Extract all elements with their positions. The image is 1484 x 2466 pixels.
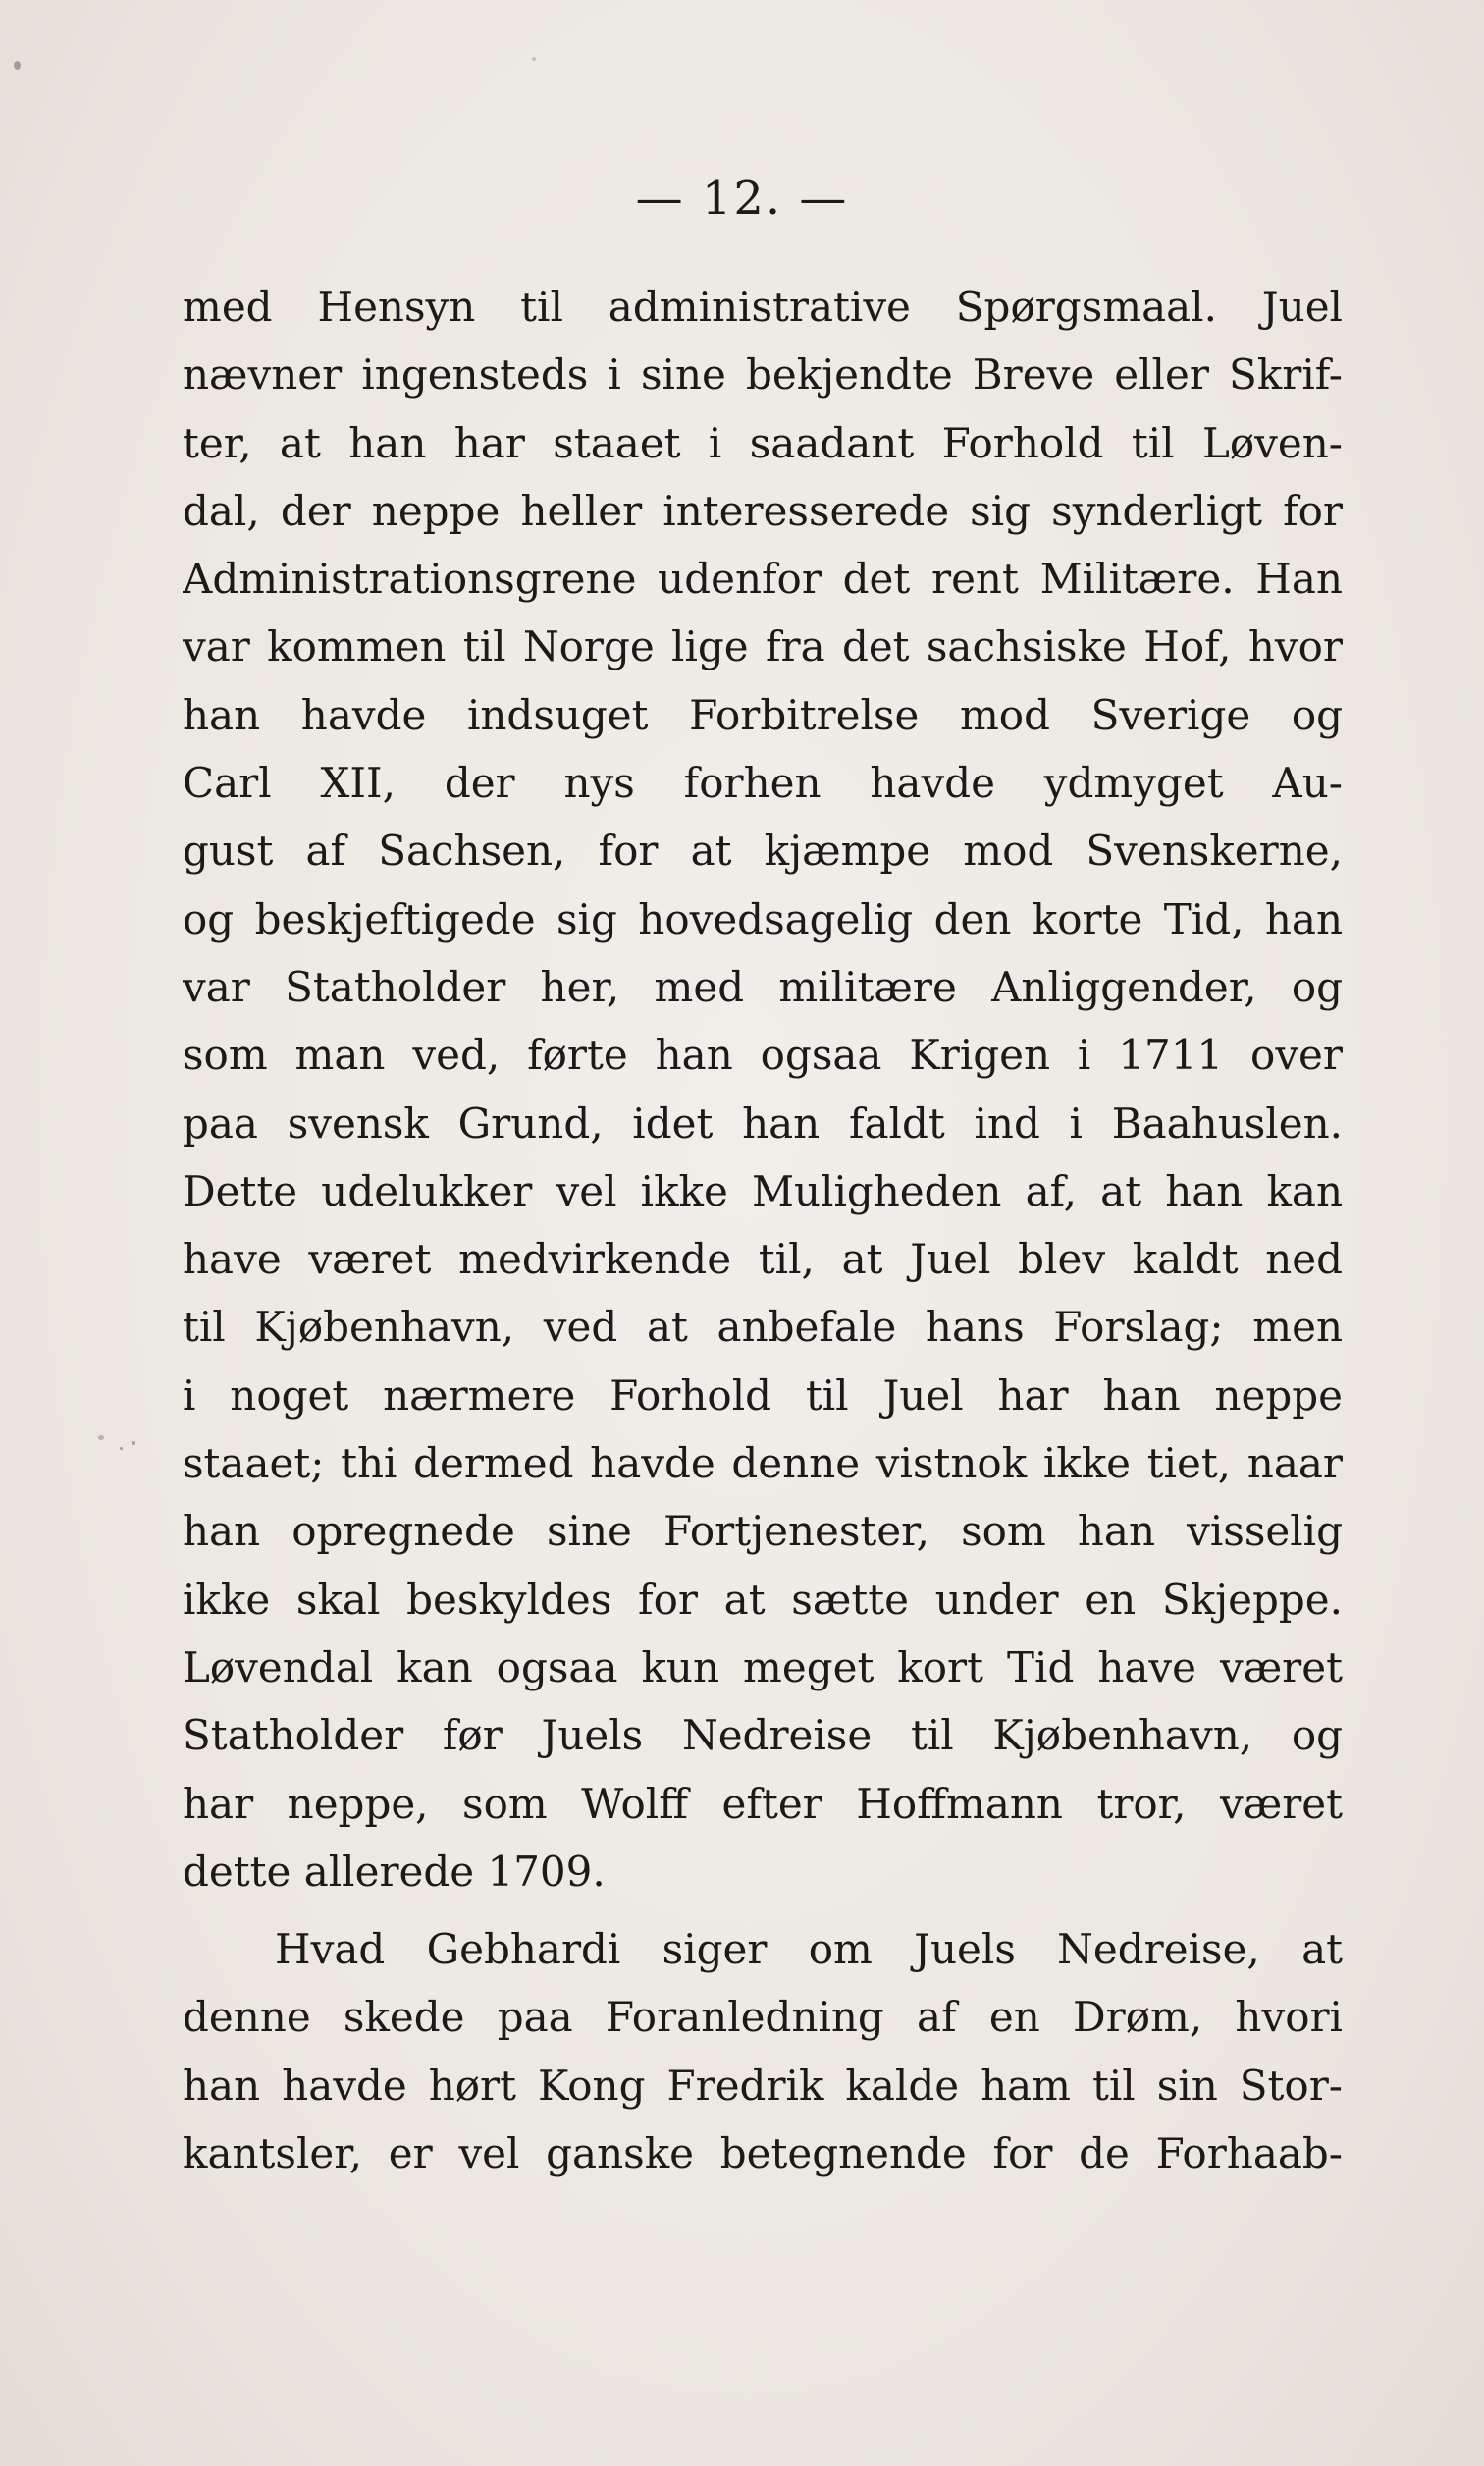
text-line: ikke skal beskyldes for at sætte under en Skjeppe. bbox=[183, 1575, 1343, 1624]
paper-speck bbox=[14, 61, 21, 70]
text-line: Statholder før Juels Nedreise til Kjøbenhavn, og bbox=[183, 1711, 1343, 1760]
text-line: som man ved, førte han ogsaa Krigen i 1711 over bbox=[183, 1031, 1343, 1080]
body-text bbox=[183, 273, 1343, 2187]
text-line: og beskjeftigede sig hovedsagelig den korte Tid, han bbox=[183, 894, 1343, 943]
text-line: var kommen til Norge lige fra det sachsiske Hof, hvor bbox=[183, 622, 1343, 671]
page-number: — 12. — bbox=[635, 171, 849, 226]
paragraph-gap bbox=[183, 1905, 1343, 1915]
paragraph bbox=[183, 273, 1343, 1905]
text-line: staaet; thi dermed havde denne vistnok ikke tiet, naar bbox=[183, 1439, 1343, 1488]
text-line: have været medvirkende til, at Juel blev kaldt ned bbox=[183, 1235, 1343, 1284]
paper-speck bbox=[120, 1447, 123, 1450]
text-line: gust af Sachsen, for at kjæmpe mod Svenskerne, bbox=[183, 827, 1343, 876]
text-line: Administrationsgrene udenfor det rent Militære. Han bbox=[183, 555, 1343, 604]
text-line: han opregnede sine Fortjenester, som han visselig bbox=[183, 1507, 1343, 1556]
paper-speck bbox=[98, 1435, 104, 1440]
text-line: paa svensk Grund, idet han faldt ind i Baahuslen. bbox=[183, 1099, 1343, 1148]
text-line: denne skede paa Foranledning af en Drøm, hvori bbox=[183, 1993, 1343, 2042]
text-line: dal, der neppe heller interesserede sig synderligt for bbox=[183, 486, 1343, 535]
text-line: han havde indsuget Forbitrelse mod Sverige og bbox=[183, 690, 1343, 739]
text-line: Dette udelukker vel ikke Muligheden af, at han kan bbox=[183, 1166, 1343, 1215]
text-line: har neppe, som Wolff efter Hoffmann tror, været bbox=[183, 1779, 1343, 1828]
paper-speck bbox=[532, 57, 536, 61]
text-line: Løvendal kan ogsaa kun meget kort Tid have været bbox=[183, 1642, 1343, 1691]
text-line: i noget nærmere Forhold til Juel har han neppe bbox=[183, 1370, 1343, 1420]
text-line: nævner ingensteds i sine bekjendte Breve eller Skrif- bbox=[183, 350, 1343, 400]
text-line: kantsler, er vel ganske betegnende for de Forhaab- bbox=[183, 2129, 1343, 2178]
text-line: til Kjøbenhavn, ved at anbefale hans Forslag; men bbox=[183, 1303, 1343, 1352]
paper-speck bbox=[132, 1441, 135, 1445]
text-line: dette allerede 1709. bbox=[183, 1847, 606, 1896]
text-line: Carl XII, der nys forhen havde ydmyget Au- bbox=[183, 759, 1343, 808]
paragraph bbox=[183, 1915, 1343, 2187]
text-line: han havde hørt Kong Fredrik kalde ham til sin Stor- bbox=[183, 2061, 1343, 2110]
text-line: var Statholder her, med militære Anliggender, og bbox=[183, 962, 1343, 1011]
text-line: med Hensyn til administrative Spørgsmaal. Juel bbox=[183, 283, 1343, 331]
text-line: Hvad Gebhardi siger om Juels Nedreise, at bbox=[275, 1925, 1343, 1974]
text-line: ter, at han har staaet i saadant Forhold til Løven- bbox=[183, 418, 1343, 467]
